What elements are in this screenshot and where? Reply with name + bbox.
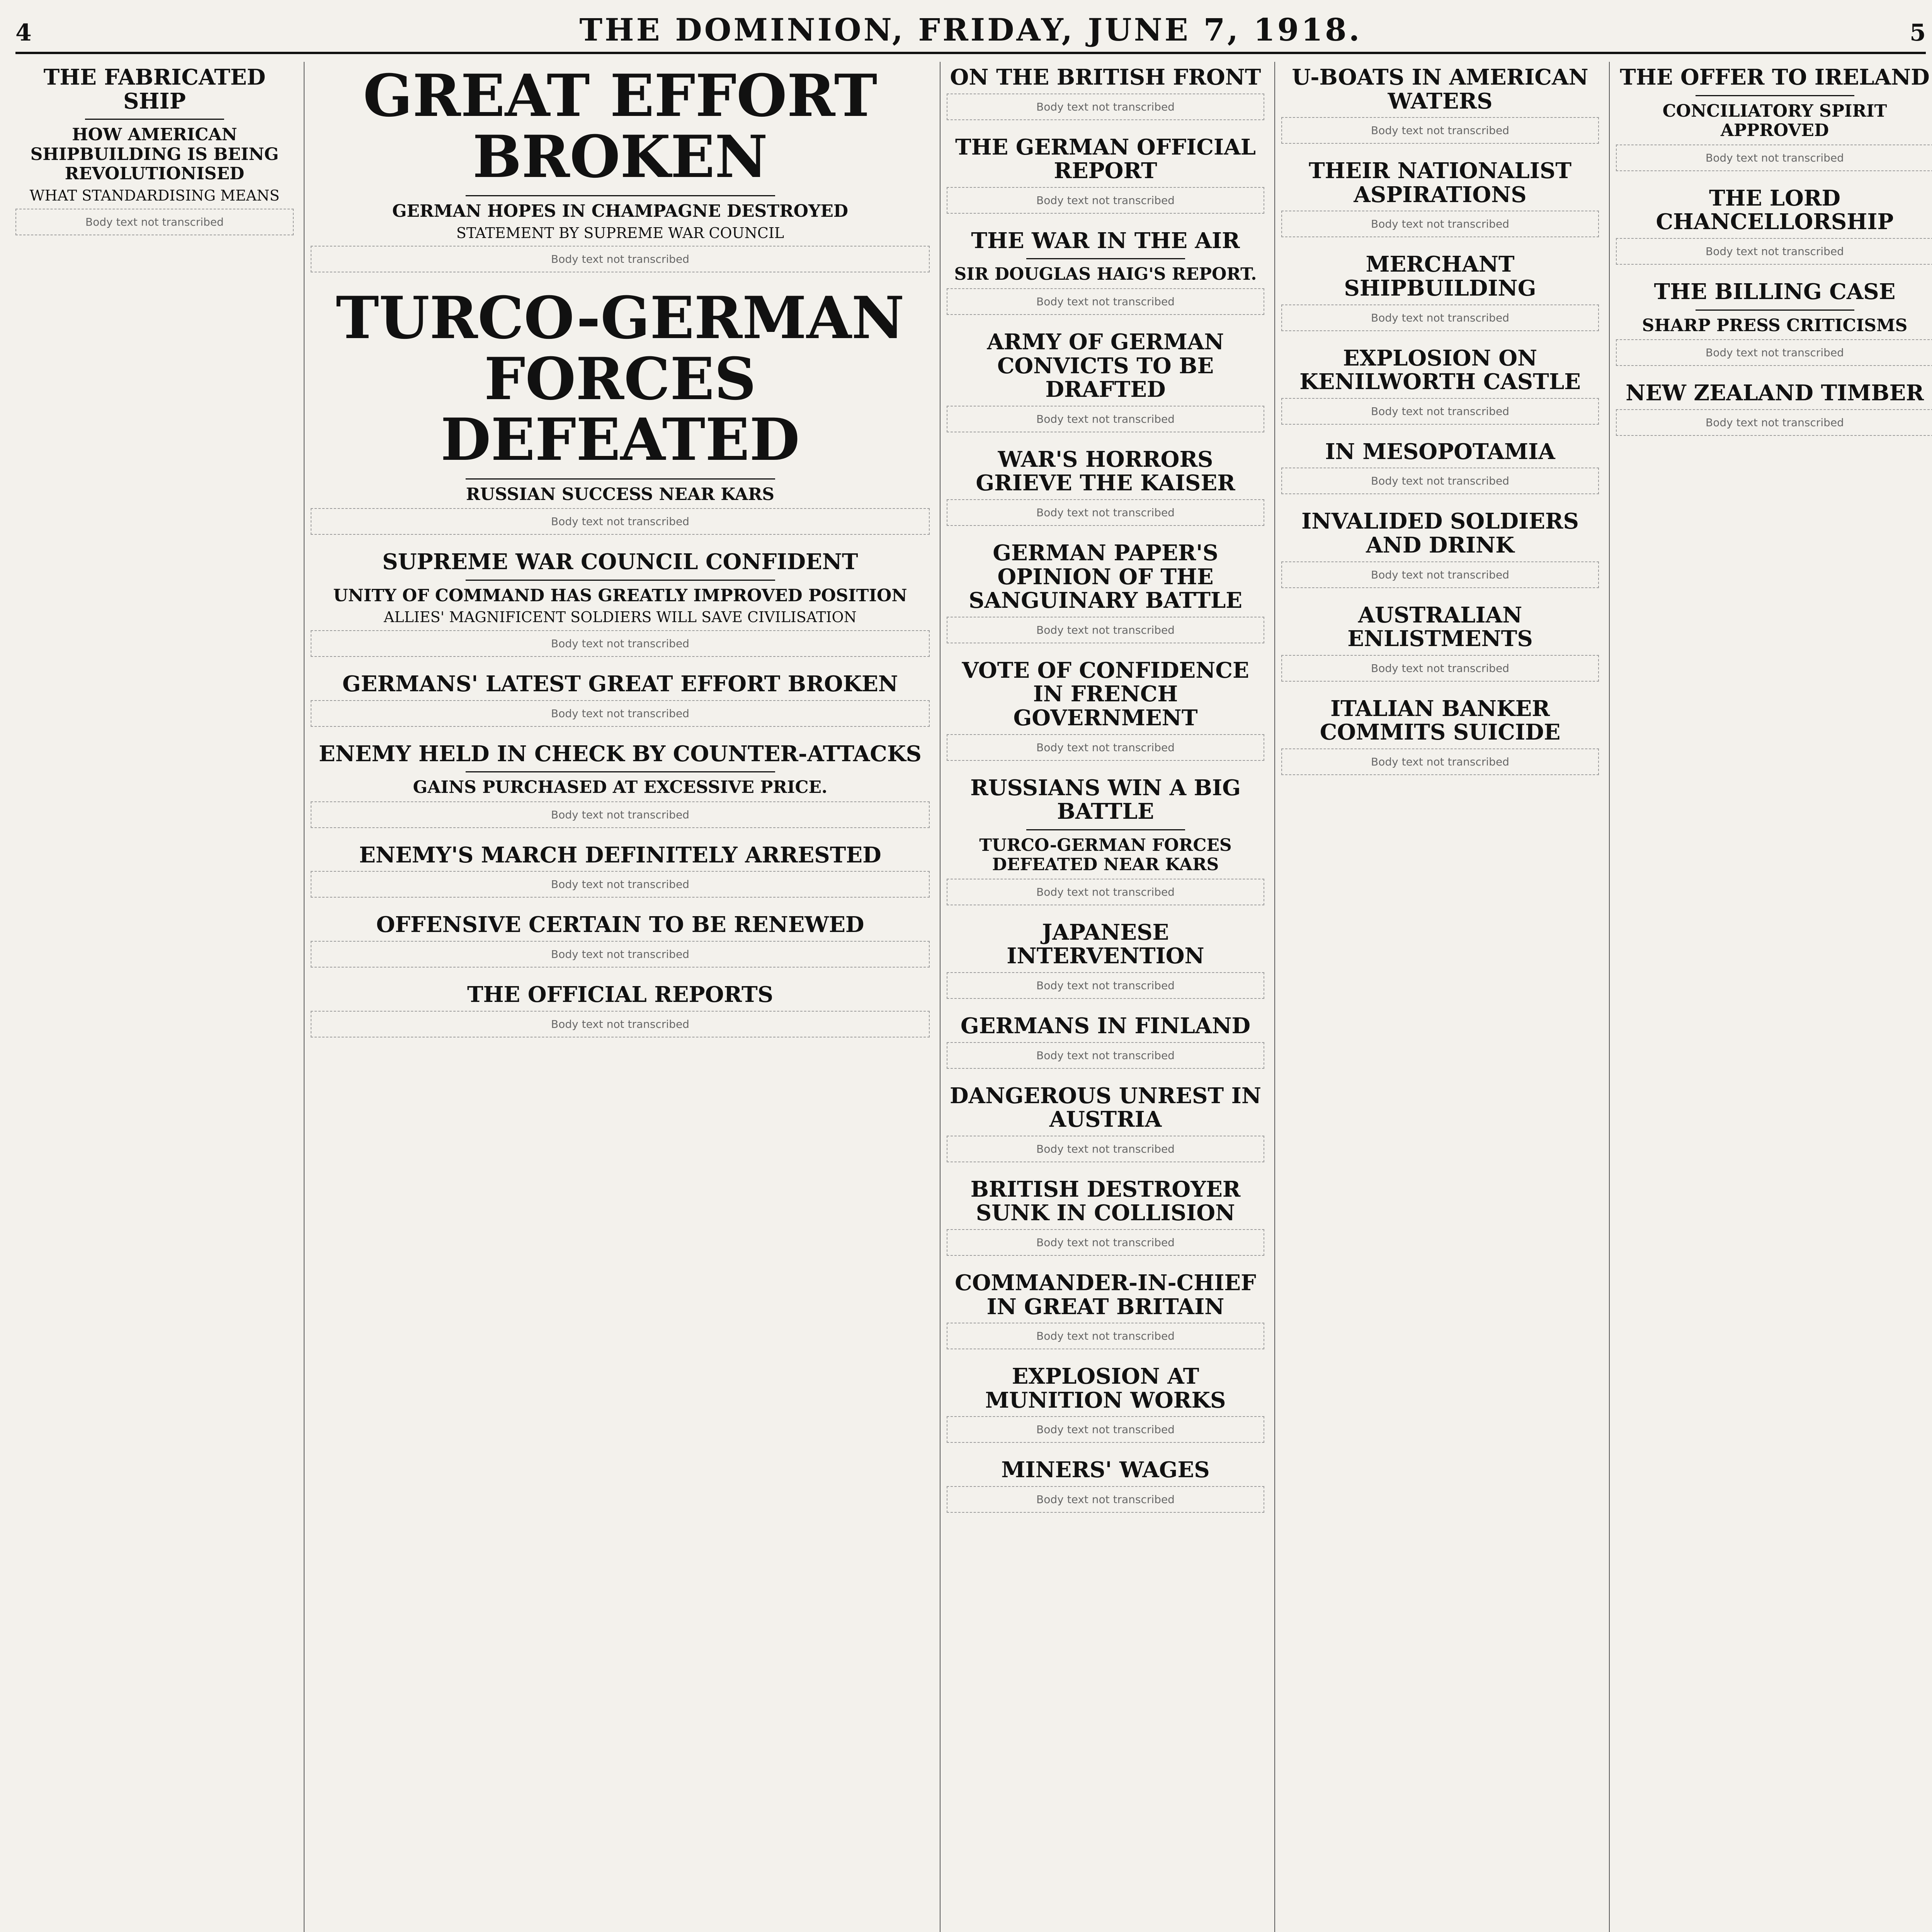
article-headline: MINERS' WAGES [1001,1457,1210,1483]
article [947,1458,1264,1513]
article-headline: COMMANDER-IN-CHIEF IN GREAT BRITAIN [955,1270,1256,1320]
article-headline: WAR'S HORRORS GRIEVE THE KAISER [976,446,1235,496]
body-text-omitted: Body text not transcribed [311,246,930,272]
article-headline: U-BOATS IN AMERICAN WATERS [1292,65,1588,114]
article-headline: INVALIDED SOLDIERS AND DRINK [1301,509,1579,558]
article [311,844,930,898]
article-headline: SUPREME WAR COUNCIL CONFIDENT [382,549,858,575]
column-2 [304,62,930,1932]
article [947,1014,1264,1069]
article [1616,280,1932,366]
body-text-omitted: Body text not transcribed [1281,304,1599,331]
article-headline: AUSTRALIAN ENLISTMENTS [1347,602,1533,652]
article [1281,510,1599,588]
headline-rule [466,478,775,480]
article-headline: THE WAR IN THE AIR [971,228,1240,253]
article [311,672,930,727]
body-text-omitted: Body text not transcribed [947,1042,1264,1069]
body-text-omitted: Body text not transcribed [1281,398,1599,425]
body-text-omitted: Body text not transcribed [1616,145,1932,171]
article-headline: DANGEROUS UNREST IN AUSTRIA [949,1083,1262,1133]
article-headline: THEIR NATIONALIST ASPIRATIONS [1308,158,1572,207]
body-text-omitted: Body text not transcribed [1281,211,1599,237]
article [1281,347,1599,425]
body-text-omitted: Body text not transcribed [1616,409,1932,436]
article-headline: THE BILLING CASE [1654,279,1896,304]
headline-rule [1696,95,1854,96]
body-text-omitted: Body text not transcribed [311,941,930,968]
body-text-omitted: Body text not transcribed [311,508,930,535]
body-text-omitted: Body text not transcribed [311,700,930,727]
article-headline: GERMANS IN FINLAND [960,1013,1251,1039]
article [1616,381,1932,436]
article [947,1365,1264,1443]
body-text-omitted: Body text not transcribed [1616,238,1932,265]
body-text-omitted: Body text not transcribed [15,209,294,235]
article [1281,440,1599,495]
body-text-omitted: Body text not transcribed [947,972,1264,999]
article-headline: GERMAN PAPER'S OPINION OF THE SANGUINARY BATTLE [969,540,1242,614]
article [1281,66,1599,144]
article-headline: GREAT EFFORT BROKEN [363,62,878,191]
body-text-omitted: Body text not transcribed [1281,655,1599,682]
article-subheadline: GAINS PURCHASED AT EXCESSIVE PRICE. [413,777,828,798]
article-subheadline: HOW AMERICAN SHIPBUILDING IS BEING REVOLUTIONISED [30,125,279,184]
headline-rule [466,195,775,196]
body-text-omitted: Body text not transcribed [311,630,930,657]
body-text-omitted: Body text not transcribed [311,1011,930,1037]
article-subheadline-2: ALLIES' MAGNIFICENT SOLDIERS WILL SAVE CIVILISATION [384,609,857,626]
article [311,62,930,272]
headline-rule [1026,829,1185,830]
article [15,66,294,235]
article [947,1271,1264,1349]
body-text-omitted: Body text not transcribed [947,1229,1264,1256]
article-subheadline: UNITY OF COMMAND HAS GREATLY IMPROVED POSITION [333,585,907,605]
body-text-omitted: Body text not transcribed [1616,339,1932,366]
article [311,742,930,828]
article-headline: MERCHANT SHIPBUILDING [1344,252,1536,301]
article-headline: THE GERMAN OFFICIAL REPORT [955,134,1256,184]
article-subheadline: GERMAN HOPES IN CHAMPAGNE DESTROYED [392,201,849,221]
article [311,550,930,657]
headline-rule [1026,258,1185,259]
article [947,229,1264,315]
body-text-omitted: Body text not transcribed [947,406,1264,432]
article-headline: JAPANESE INTERVENTION [1007,919,1204,969]
article-subheadline: TURCO-GERMAN FORCES DEFEATED NEAR KARS [979,835,1232,875]
body-text-omitted: Body text not transcribed [947,1486,1264,1513]
article-headline: THE OFFER TO IRELAND [1620,65,1930,90]
body-text-omitted: Body text not transcribed [947,1136,1264,1162]
article-headline: ON THE BRITISH FRONT [950,65,1261,90]
article [311,983,930,1037]
article-headline: IN MESOPOTAMIA [1325,439,1555,464]
body-text-omitted: Body text not transcribed [947,288,1264,315]
article-subheadline: RUSSIAN SUCCESS NEAR KARS [466,484,775,504]
article [311,913,930,968]
article [1281,159,1599,237]
headline-rule [1696,310,1854,311]
article-headline: ENEMY HELD IN CHECK BY COUNTER-ATTACKS [319,741,922,767]
article-headline: VOTE OF CONFIDENCE IN FRENCH GOVERNMENT [962,657,1249,731]
article-subheadline: SIR DOUGLAS HAIG'S REPORT. [954,264,1257,284]
article-headline: GERMANS' LATEST GREAT EFFORT BROKEN [342,671,898,697]
body-text-omitted: Body text not transcribed [947,1416,1264,1443]
article [947,330,1264,432]
article-headline: NEW ZEALAND TIMBER [1626,380,1924,406]
column-1 [15,62,294,1932]
article-headline: EXPLOSION ON KENILWORTH CASTLE [1299,345,1581,395]
column-5 [1609,62,1932,1932]
article-subheadline-2: STATEMENT BY SUPREME WAR COUNCIL [456,224,784,242]
article [1281,604,1599,682]
masthead-title: THE DOMINION, FRIDAY, JUNE 7, 1918. [579,12,1362,48]
body-text-omitted: Body text not transcribed [1281,748,1599,775]
article-headline: EXPLOSION AT MUNITION WORKS [985,1364,1226,1413]
article [1616,187,1932,265]
body-text-omitted: Body text not transcribed [947,1323,1264,1349]
body-text-omitted: Body text not transcribed [311,801,930,828]
article-headline: ITALIAN BANKER COMMITS SUICIDE [1320,696,1561,745]
article-headline: ENEMY'S MARCH DEFINITELY ARRESTED [359,842,881,868]
body-text-omitted: Body text not transcribed [947,187,1264,214]
headline-rule [466,580,775,581]
article-headline: THE LORD CHANCELLORSHIP [1656,185,1894,235]
article-headline: BRITISH DESTROYER SUNK IN COLLISION [970,1176,1241,1226]
page-number-right: 5 [1910,19,1926,46]
article-headline: THE FABRICATED SHIP [43,65,266,114]
article-headline: RUSSIANS WIN A BIG BATTLE [970,775,1241,825]
article-headline: TURCO-GERMAN FORCES DEFEATED [336,284,905,474]
article [947,136,1264,214]
body-text-omitted: Body text not transcribed [1281,117,1599,144]
article-subheadline: CONCILIATORY SPIRIT APPROVED [1662,101,1887,141]
article [1281,253,1599,331]
article [947,776,1264,905]
body-text-omitted: Body text not transcribed [947,94,1264,120]
body-text-omitted: Body text not transcribed [947,499,1264,526]
body-text-omitted: Body text not transcribed [1281,468,1599,494]
article [947,1084,1264,1162]
column-3 [940,62,1264,1932]
masthead [15,12,1926,54]
article [947,1178,1264,1256]
page-number-left: 4 [15,19,32,46]
body-text-omitted: Body text not transcribed [1281,561,1599,588]
article [947,66,1264,120]
article [947,541,1264,643]
article [1616,66,1932,171]
article [311,284,930,535]
headline-rule [466,771,775,772]
column-4 [1274,62,1599,1932]
article-subheadline-2: WHAT STANDARDISING MEANS [29,187,280,204]
article [1281,697,1599,775]
column-grid [15,62,1930,1932]
article-headline: THE OFFICIAL REPORTS [467,982,774,1008]
article [947,448,1264,526]
body-text-omitted: Body text not transcribed [947,734,1264,761]
article-subheadline: SHARP PRESS CRITICISMS [1642,315,1908,335]
article [947,921,1264,999]
article-headline: ARMY OF GERMAN CONVICTS TO BE DRAFTED [987,329,1224,403]
article [947,659,1264,761]
body-text-omitted: Body text not transcribed [947,617,1264,643]
headline-rule [85,119,224,120]
body-text-omitted: Body text not transcribed [947,879,1264,905]
body-text-omitted: Body text not transcribed [311,871,930,898]
article-headline: OFFENSIVE CERTAIN TO BE RENEWED [376,912,864,938]
